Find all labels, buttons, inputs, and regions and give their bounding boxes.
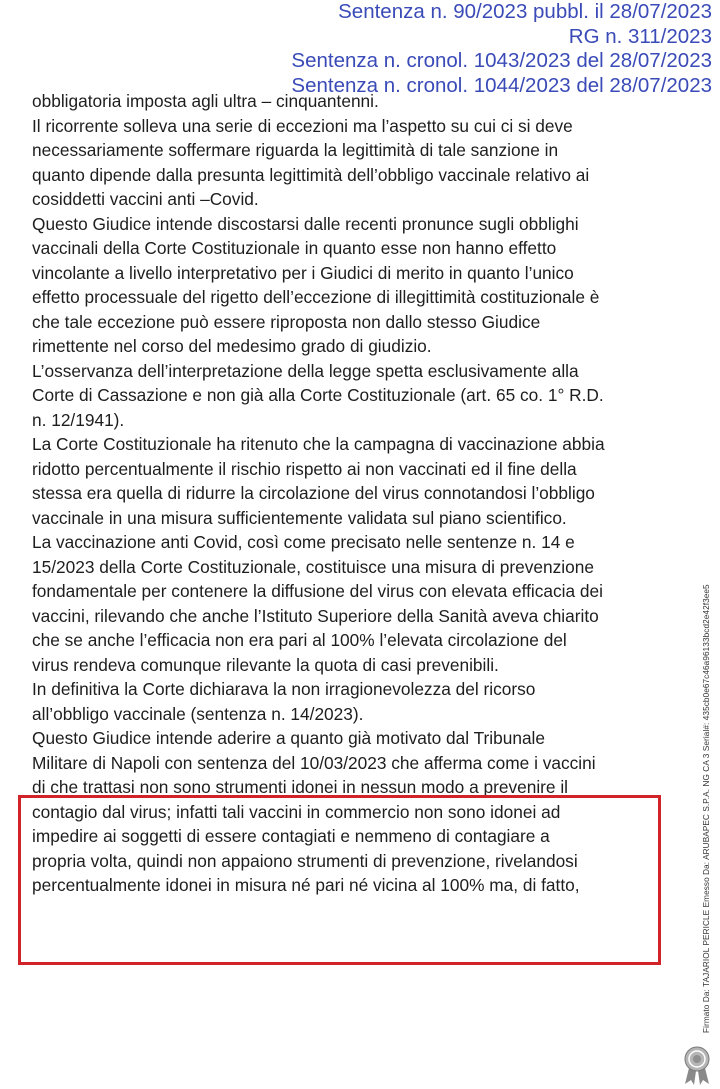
highlighted-line: Militare di Napoli con sentenza del 10/03/2023 che afferma come i vaccini [32, 752, 596, 773]
highlighted-line: propria volta, quindi non appaiono strumenti di prevenzione, rivelandosi [32, 850, 578, 871]
header-line-sentenza: Sentenza n. 90/2023 pubbl. il 28/07/2023 [338, 0, 712, 23]
highlighted-line: impedire ai soggetti di essere contagiati e nemmeno di contagiare a [32, 826, 550, 846]
body-line: fondamentale per contenere la diffusione del virus con elevata efficacia dei [32, 581, 603, 601]
body-line: La vaccinazione anti Covid, così come precisato nelle sentenze n. 14 e [32, 532, 575, 552]
body-line: cosiddetti vaccini anti –Covid. [32, 189, 259, 209]
body-line: L’osservanza dell’interpretazione della legge spetta esclusivamente alla [32, 360, 579, 381]
header-line-rg: RG n. 311/2023 [568, 24, 712, 48]
highlighted-line: Questo Giudice intende aderire a quanto già motivato dal Tribunale [32, 728, 546, 748]
body-line: che se anche l’efficacia non era pari al 100% l’elevata circolazione del [32, 630, 567, 650]
body-line: quanto dipende dalla presunta legittimità dell’obbligo vaccinale relativo ai [32, 164, 590, 185]
body-line: effetto processuale del rigetto dell’eccezione di illegittimità costituzionale è [32, 287, 600, 307]
header-line-cronol-1043: Sentenza n. cronol. 1043/2023 del 28/07/2023 [291, 49, 712, 72]
body-line: La Corte Costituzionale ha ritenuto che la campagna di vaccinazione abbia [32, 434, 605, 454]
body-line: obbligatoria imposta agli ultra – cinquantenni. [32, 91, 379, 111]
body-line: 15/2023 della Corte Costituzionale, costituisce una misura di prevenzione [32, 556, 594, 577]
body-line: che tale eccezione può essere riproposta non dallo stesso Giudice [32, 311, 541, 332]
document-header [291, 0, 712, 98]
body-line: Questo Giudice intende discostarsi dalle recenti pronunce sugli obblighi [32, 213, 579, 234]
body-line: virus rendeva comunque rilevante la quota di casi prevenibili. [32, 654, 499, 675]
body-line: rimettente nel corso del medesimo grado di giudizio. [32, 336, 432, 356]
body-line: Il ricorrente solleva una serie di eccezioni ma l’aspetto su cui ci si deve [32, 115, 573, 136]
highlighted-line: di che trattasi non sono strumenti idonei in nessun modo a prevenire il [32, 777, 569, 797]
body-line: all’obbligo vaccinale (sentenza n. 14/2023). [32, 703, 364, 724]
body-line: vaccini, rilevando che anche l’Istituto Superiore della Sanità aveva chiarito [32, 605, 599, 626]
body-line: ridotto percentualmente il rischio rispetto ai non vaccinati ed il fine della [32, 458, 577, 479]
highlighted-line: contagio dal virus; infatti tali vaccini in commercio non sono idonei ad [32, 801, 561, 822]
header-line-cronol-1044: Sentenza n. cronol. 1044/2023 del 28/07/2023 [291, 73, 712, 97]
document-body [32, 89, 672, 898]
seal-icon [683, 1046, 711, 1086]
highlighted-line: percentualmente idonei in misura né pari né vicina al 100% ma, di fatto, [32, 875, 580, 895]
body-line: vaccinale in una misura sufficientemente validata sul piano scientifico. [32, 507, 567, 528]
body-line: vincolante a livello interpretativo per i Giudici di merito in quanto l’unico [32, 262, 574, 283]
body-line: In definitiva la Corte dichiarava la non irragionevolezza del ricorso [32, 679, 536, 699]
body-line: n. 12/1941). [32, 409, 125, 430]
body-line: Corte di Cassazione e non già alla Corte Costituzionale (art. 65 co. 1° R.D. [32, 385, 604, 405]
body-line: stessa era quella di ridurre la circolazione del virus connotandosi l’obbligo [32, 483, 595, 503]
body-line: vaccinali della Corte Costituzionale in quanto esse non hanno effetto [32, 238, 557, 258]
signature-note: Firmato Da: TAJARIOL PERICLE Emesso Da: ARUBAPEC S.P.A. NG CA 3 Serial#: 435cb0e67c46a96133bcd2e42f3ee5 [702, 584, 711, 1033]
body-line: necessariamente soffermare riguarda la legittimità di tale sanzione in [32, 140, 559, 160]
